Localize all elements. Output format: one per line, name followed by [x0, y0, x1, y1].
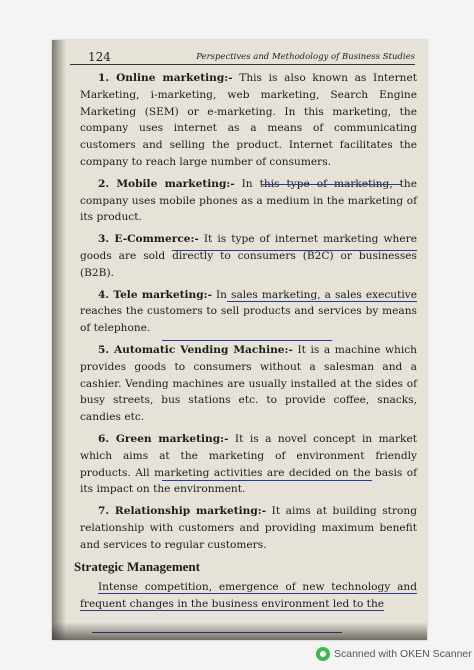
scanner-watermark — [316, 646, 472, 662]
section-heading: Strategic Management — [74, 558, 200, 574]
page-header — [70, 46, 415, 65]
page-number: 124 — [88, 50, 111, 64]
text-e-commerce: It is type of internet marketing where goods are sold directly to consumers (B2C) or businesses (B2B). — [80, 233, 417, 279]
term-green-marketing: 6. Green marketing:- — [98, 432, 229, 445]
pen-underline-mark — [162, 480, 372, 481]
term-tele-marketing: 4. Tele marketing:- — [98, 288, 212, 301]
paragraph-online-marketing — [80, 70, 417, 171]
text-online-marketing: This is also known as Internet Marketing, i-marketing, web marketing, Search Engine Marketing (SEM) or e-marketing. In this marketing, the company uses internet as a means of communicating customers and selling the product. Internet facilitates the company to reach large number of consumers. — [80, 72, 417, 168]
page-edge-shadow — [52, 40, 66, 640]
scanned-page — [52, 40, 427, 640]
paragraph-vending-machine — [80, 342, 417, 426]
term-e-commerce: 3. E-Commerce:- — [98, 233, 199, 246]
text-vending-machine: It is a machine which provides goods to consumers without a salesman and a cashier. Vending machines are usually installed at the sides of busy streets, bus stations etc. to provide coffee, snacks, candies etc. — [80, 343, 417, 424]
pen-underline-mark — [227, 301, 417, 302]
term-mobile-marketing: 2. Mobile marketing:- — [98, 177, 235, 190]
term-vending-machine: 5. Automatic Vending Machine:- — [98, 343, 293, 356]
pen-underline-mark — [162, 340, 332, 341]
pen-underline-mark — [172, 250, 417, 251]
text-relationship-marketing: It aims at building strong relationship with customers and providing maximum benefit and services to regular customers. — [80, 505, 417, 551]
paragraph-strategic-management — [80, 579, 417, 613]
term-online-marketing: 1. Online marketing:- — [98, 72, 233, 84]
text-strategic-management: Intense competition, emergence of new technology and frequent changes in the business environment led to the — [80, 581, 417, 611]
paragraph-green-marketing — [80, 431, 417, 498]
paragraph-tele-marketing — [80, 287, 417, 337]
term-relationship-marketing: 7. Relationship marketing:- — [98, 505, 267, 518]
page-body — [74, 70, 417, 618]
scanner-logo-icon — [316, 647, 330, 661]
page-bottom-shadow — [52, 622, 427, 640]
text-mobile-marketing: In this type of marketing, the company uses mobile phones as a medium in the marketing of its product. — [80, 177, 417, 224]
pen-underline-mark — [262, 184, 402, 185]
scanner-label: Scanned with OKEN Scanner — [334, 648, 472, 660]
running-title: Perspectives and Methodology of Business Studies — [196, 52, 415, 62]
text-tele-marketing: In sales marketing, a sales executive reaches the customers to sell products and services by means of telephone. — [80, 288, 417, 335]
text-green-marketing: It is a novel concept in market which aims at the marketing of environment friendly products. All marketing activities are decided on the basis of its impact on the environment. — [80, 432, 417, 496]
paragraph-relationship-marketing — [80, 503, 417, 553]
paragraph-e-commerce — [80, 231, 417, 281]
